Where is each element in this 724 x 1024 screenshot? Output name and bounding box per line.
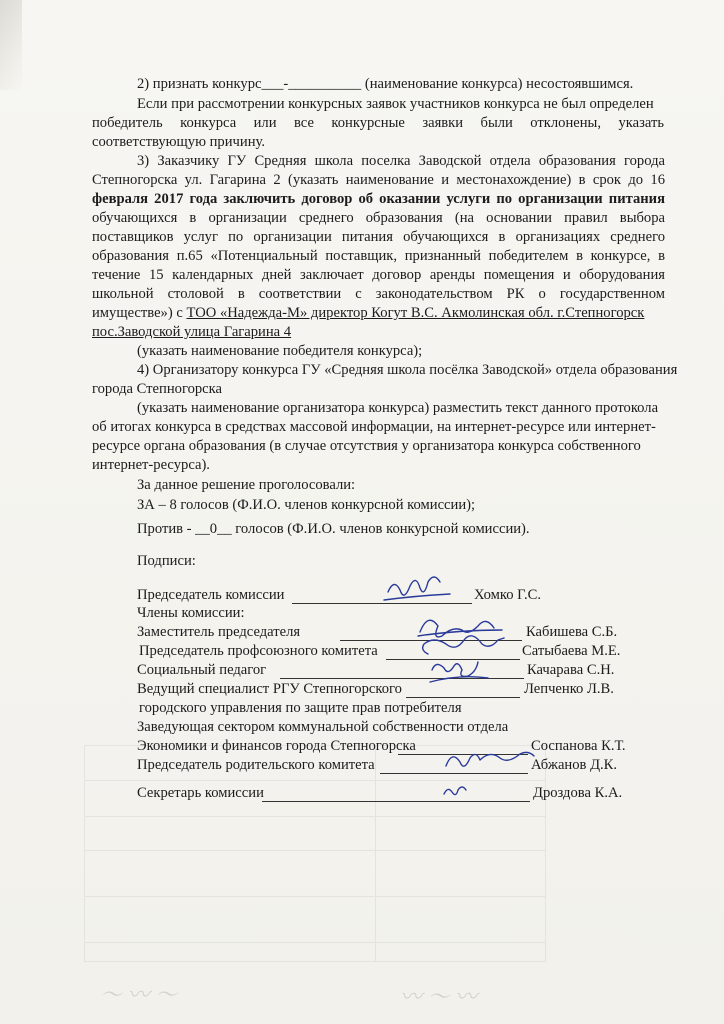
bleed-through-scribble: 〜 〰 〜 [100,982,178,1007]
pedagogue-signature [432,662,478,676]
specialist-name: Лепченко Л.В. [524,681,614,697]
deputy-name: Кабишева С.Б. [526,624,618,640]
winner-prefix: имуществе») с [92,305,187,321]
paragraph-line: поставщиков услуг по организации питания обучающихся в организациях среднего [92,229,665,245]
vote-for: ЗА – 8 голосов (Ф.И.О. членов конкурсной комиссии); [137,497,476,513]
paragraph-line: победитель конкурса или все конкурсные заявки были отклонены, указать [92,115,664,131]
head-label-2: Экономики и финансов города Степногорска [137,738,416,754]
winner-hint: (указать наименование победителя конкурса); [137,343,423,359]
paragraph-line: ресурсе органа образования (в случае отсутствия у организатора конкурса собственного [92,438,641,454]
item-3-text: 3) Заказчику ГУ Средняя школа поселка Заводской отдела образования города [137,153,665,169]
paragraph-line: интернет-ресурса). [92,457,210,473]
bleed-through-scribble: 〰 〜 〰 [400,984,478,1009]
parent-signature [446,752,534,766]
item-2-text: 2) признать конкурс___-__________ (наименование конкурса) несостоявшимся. [137,76,634,92]
winner-address: пос.Заводской улица Гагарина 4 [92,324,292,340]
paragraph-line: соответствующую причину. [92,134,265,150]
paragraph-line: об итогах конкурса в средствах массовой информации, на интернет-ресурсе или интернет- [92,419,656,435]
paragraph-line: образования п.65 «Потенциальный поставщик, признанный победителем в конкурсе, в [92,248,665,264]
members-label: Члены комиссии: [137,605,245,621]
vote-heading: За данное решение проголосовали: [137,477,356,493]
secretary-signature [444,787,466,795]
paragraph-line: Степногорска ул. Гагарина 2 (указать наименование и местонахождение) в срок до 16 [92,172,665,188]
parent-name: Абжанов Д.К. [531,757,618,773]
specialist-label: Ведущий специалист РГУ Степногорского [137,681,402,697]
specialist-label-2: городского управления по защите прав потребителя [139,700,462,716]
union-name: Сатыбаева М.Е. [522,643,621,659]
pedagogue-signature-tail [430,677,488,682]
paragraph-line: течение 15 календарных дней заключает договор аренды помещения и оборудования [92,267,665,283]
item-4-text: 4) Организатору конкурса ГУ «Средняя школа посёлка Заводской» отдела образования [137,362,678,378]
chair-signature [388,577,440,595]
secretary-label: Секретарь комиссии [137,785,264,801]
paragraph-line: Если при рассмотрении конкурсных заявок участников конкурса не был определен [137,96,654,112]
paragraph-line: февраля 2017 года заключить договор об оказании услуги по организации питания [92,191,665,207]
union-signature [423,636,504,654]
chair-label: Председатель комиссии [137,587,285,603]
head-name: Соспанова К.Т. [531,738,626,754]
chair-name: Хомко Г.С. [474,587,541,603]
organizer-city: города Степногорска [92,381,222,397]
secretary-name: Дроздова К.А. [533,785,623,801]
deputy-signature-tail [418,630,502,636]
winner-name: ТОО «Надежда-М» директор Когут В.С. Акмолинская обл. г.Степногорск [186,305,645,321]
paragraph-line: школьной столовой в соответствии с законодательством РК о государственном [92,286,665,302]
pedagogue-name: Качарава С.Н. [527,662,615,678]
pedagogue-label: Социальный педагог [137,662,267,678]
vote-against: Против - __0__ голосов (Ф.И.О. членов конкурсной комиссии). [137,521,530,537]
paragraph-line: обучающихся в организации среднего образования (на основании правил выбора [92,210,665,226]
head-label-1: Заведующая сектором коммунальной собственности отдела [137,719,509,735]
paragraph-line: (указать наименование организатора конкурса) разместить текст данного протокола [137,400,659,416]
signatures-heading: Подписи: [137,553,196,569]
deputy-label: Заместитель председателя [137,624,301,640]
union-label: Председатель профсоюзного комитета [139,643,378,659]
chair-signature-underline [384,594,450,600]
parent-label: Председатель родительского комитета [137,757,375,773]
